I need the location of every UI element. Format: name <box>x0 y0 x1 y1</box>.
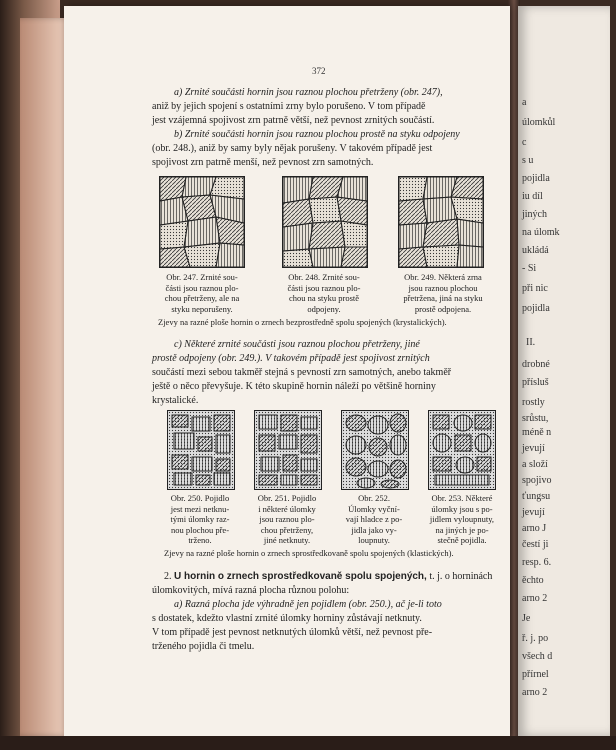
para-c-line-1: c) Některé zrnité součásti jsou raznou plochou přetrženy, jiné <box>174 339 420 350</box>
figure-249-caption: Obr. 249. Některá zrna jsou raznou plochou přetržena, jiná na styku prostě odpojena. <box>403 272 483 314</box>
figure-253-image <box>428 410 496 490</box>
section-2-line-2: úlomkovitých, mívá razná plocha různou polohu: <box>152 585 350 596</box>
right-page-text-fragment: přísluš <box>522 377 549 388</box>
section-2-heading <box>164 570 492 584</box>
para-2a-line-4: trženého pojidla či tmelu. <box>152 641 255 652</box>
figure-250-image <box>167 410 235 490</box>
figure-250-caption: Obr. 250. Pojidlo jest mezi netknu- tými úlomky raz- nou plochou pře- trženo. <box>170 493 230 545</box>
right-page-text-fragment: iu díl <box>522 191 543 202</box>
figure-252-image <box>341 410 409 490</box>
figure-252-caption: Obr. 252. Úlomky vyční- vají hladce z po- jidla jako vy- loupnuty. <box>345 493 403 545</box>
right-page-text-fragment: ťungsu <box>522 491 551 502</box>
para-b-line-2: (obr. 248.), aniž by samy byly nějak porušeny. V takovém případě jest <box>152 143 433 154</box>
right-page-text-fragment: a složí <box>522 459 548 470</box>
para-c-line-3: součástí mezi sebou takměř stejná s pevností zrn samotných, anebo takměř <box>152 367 452 378</box>
right-page-text-fragment: srůstu, <box>522 413 549 424</box>
para-2a-line-1: a) Razná plocha jde výhradně jen pojidlem (obr. 250.), ač je-li toto <box>174 599 442 610</box>
page-number: 372 <box>312 66 326 76</box>
right-page-text-fragment: spojivo <box>522 475 552 486</box>
para-a-line-3: jest vzájemná spojivost zrn patrně větší, než pevnost zrnitých součástí. <box>152 115 435 126</box>
right-page-text-fragment: II. <box>526 337 536 348</box>
figure-247-image <box>159 176 245 268</box>
para-2a-line-2: s dostatek, kdežto vlastní zrnité úlomky horniny zůstávají netknuty. <box>152 613 422 624</box>
right-page-text-fragment: arno 2 <box>522 593 548 604</box>
figure-248-image <box>282 176 368 268</box>
para-b-line-3: spojivost zrn patrně menší, než pevnost zrn samotných. <box>152 157 374 168</box>
figure-251-caption: Obr. 251. Pojidlo i některé úlomky jsou raznou plo- chou přetrženy, jiné netknuty. <box>257 493 317 545</box>
figure-247-caption: Obr. 247. Zrnité sou- části jsou raznou plo- chou přetrženy, ale na styku neporušeny. <box>164 272 240 314</box>
right-page-text-fragment: pojidla <box>522 303 550 314</box>
figure-248-caption: Obr. 248. Zrnité sou- části jsou raznou plo- chou na styku prostě odpojeny. <box>287 272 361 314</box>
figure-251-image <box>254 410 322 490</box>
para-a-line-1: a) Zrnité součásti hornin jsou raznou plochou přetrženy (obr. 247), <box>174 87 443 98</box>
left-page <box>64 6 510 736</box>
para-b-line-1: b) Zrnité součásti hornin jsou raznou plochou prostě na styku odpojeny <box>174 129 460 140</box>
right-page-text-fragment: přírnel <box>522 669 549 680</box>
right-page-text-fragment: čestí ji <box>522 539 549 550</box>
right-page-text-fragment: resp. 6. <box>522 557 552 568</box>
right-page-text-fragment: ěchto <box>522 575 544 586</box>
right-page-text-fragment: Je <box>522 613 531 624</box>
para-a-line-2: aniž by jejich spojení s ostatními zrny bylo porušeno. V tom případě <box>152 101 426 112</box>
right-page-text-fragment: ř. j. po <box>522 633 549 644</box>
right-page-text-fragment: ukládá <box>522 245 549 256</box>
right-page-text-fragment: méně n <box>522 427 552 438</box>
right-page-text-fragment: a <box>522 97 527 108</box>
right-page <box>518 6 610 736</box>
right-page-text-fragment: při nic <box>522 283 548 294</box>
right-page-text-fragment: všech d <box>522 651 553 662</box>
section-2-bold: U hornin o zrnech sprostředkovaně spolu spojených, <box>174 571 427 582</box>
background-bottom <box>0 736 616 750</box>
right-page-text-fragment: jiných <box>522 209 547 220</box>
para-2a-line-3: V tom případě jest pevnost netknutých úlomků větší, než pevnost pře- <box>152 627 433 638</box>
figure-row-1-caption: Zjevy na razné ploše hornin o zrnech bezprostředně spolu spojených (krystalických). <box>158 317 447 327</box>
section-2-rest: t. j. o horninách <box>429 571 493 582</box>
right-page-text-fragment: úlomkůl <box>522 117 556 128</box>
right-page-text-fragment: drobné <box>522 359 550 370</box>
section-2-number: 2. <box>164 571 172 582</box>
para-c-line-2: prostě odpojeny (obr. 249.). V takovém případě jest spojivost zrnitých <box>152 353 430 364</box>
para-c-line-5: krystalické. <box>152 395 199 406</box>
right-page-text-fragment: pojidla <box>522 173 550 184</box>
figure-253-caption: Obr. 253. Některé úlomky jsou s po- jidlem vyloupnuty, na jiných je po- stečně pojidla. <box>429 493 495 545</box>
right-page-text-fragment: s u <box>522 155 534 166</box>
right-page-text-fragment: jevují <box>522 443 545 454</box>
right-page-text-fragment: na úlomk <box>522 227 560 238</box>
figure-249-image <box>398 176 484 268</box>
right-page-text-fragment: rostly <box>522 397 545 408</box>
right-page-text-fragment: arno J <box>522 523 547 534</box>
right-page-text-fragment: jevují <box>522 507 545 518</box>
right-page-text-fragment: c <box>522 137 527 148</box>
figure-row-2-caption: Zjevy na razné ploše hornin o zrnech sprostředkovaně spolu spojených (klastických). <box>164 548 454 558</box>
right-page-text-fragment: - Si <box>522 263 537 274</box>
right-page-text-fragment: arno 2 <box>522 687 548 698</box>
para-c-line-4: ještě o něco převyšuje. K této skupině hornin náleží po většině horniny <box>152 381 436 392</box>
